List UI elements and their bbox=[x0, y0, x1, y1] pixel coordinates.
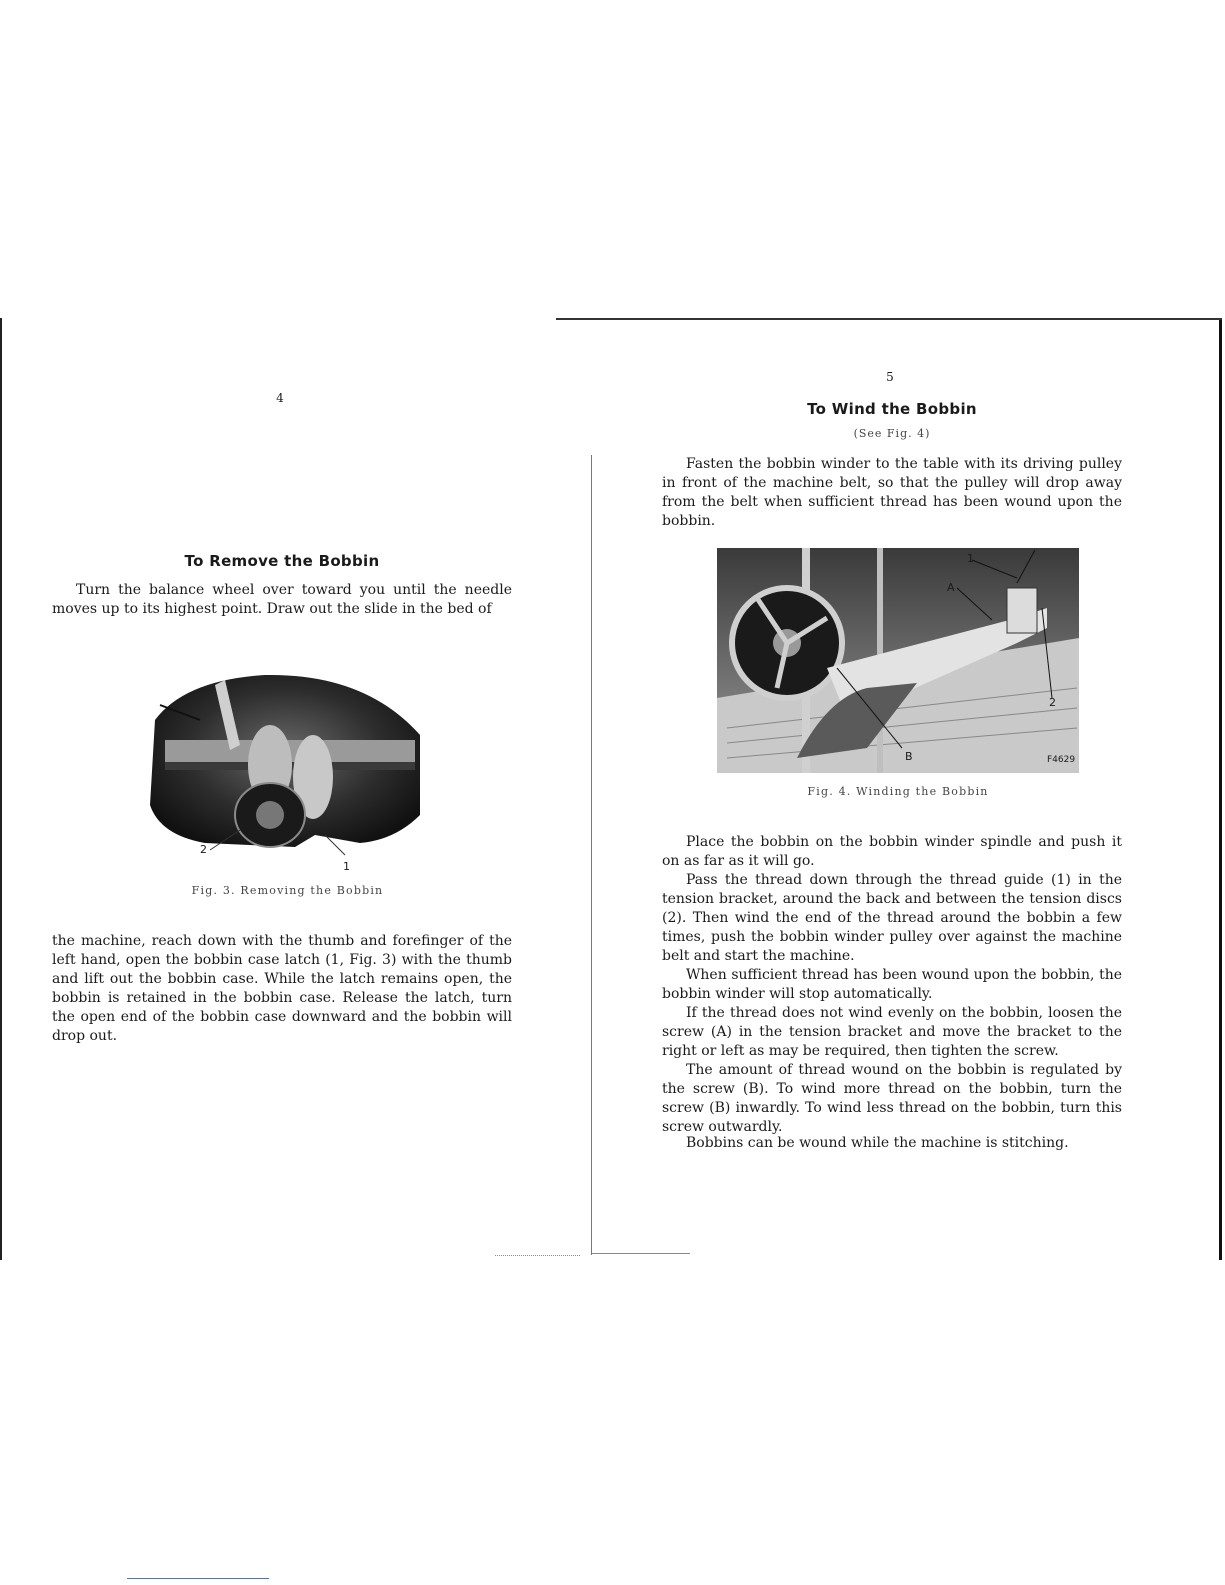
subheading-see-fig-4: (See Fig. 4) bbox=[853, 427, 931, 440]
figure-3-callout-2: 2 bbox=[200, 843, 207, 856]
paragraph-wind-3: When sufficient thread has been wound upon the bobbin, the bobbin winder will stop automatically. bbox=[662, 967, 1122, 1002]
left-page-edge bbox=[0, 318, 2, 1260]
heading-wind-bobbin: To Wind the Bobbin bbox=[807, 400, 977, 418]
figure-3-illustration bbox=[145, 665, 430, 875]
figure-3-removing-bobbin bbox=[145, 665, 430, 875]
right-page-edge bbox=[1219, 318, 1222, 1260]
figure-4-callout-1: 1 bbox=[967, 552, 974, 565]
figure-3-callout-1: 1 bbox=[343, 860, 350, 873]
paragraph-wind-4: If the thread does not wind evenly on the bobbin, loosen the screw (A) in the tension bracket and move the bracket to the right or left as may be required, then tighten the screw. bbox=[662, 1005, 1122, 1059]
figure-4-illustration bbox=[717, 548, 1079, 773]
figure-4-plate-number: F4629 bbox=[1047, 755, 1076, 765]
paragraph-wind-2: Pass the thread down through the thread guide (1) in the tension bracket, around the back and between the tension discs (2). Then wind the end of the thread around the bobbin a few times, push the bobbin winder pulley over against the machine belt and start the machine. bbox=[662, 872, 1122, 964]
figure-4-caption: Fig. 4. Winding the Bobbin bbox=[807, 785, 989, 798]
figure-3-caption: Fig. 3. Removing the Bobbin bbox=[191, 884, 384, 897]
paragraph-remove-2: the machine, reach down with the thumb and forefinger of the left hand, open the bobbin case latch (1, Fig. 3) with the thumb and lift out the bobbin case. While the latch remains open, the bobbin is retained in the bobbin case. Release the latch, turn the open end of the bobbin case downward and the bobbin will drop out. bbox=[52, 933, 512, 1044]
paragraph-remove-1: Turn the balance wheel over toward you until the needle moves up to its highest point. Draw out the slide in the bed of bbox=[52, 582, 512, 617]
heading-remove-bobbin: To Remove the Bobbin bbox=[184, 552, 380, 570]
top-page-edge bbox=[556, 318, 1222, 320]
scan-artifact bbox=[495, 1255, 580, 1258]
footer-link-underline[interactable] bbox=[127, 1578, 269, 1579]
figure-4-callout-b: B bbox=[905, 750, 913, 763]
gutter-line bbox=[591, 455, 592, 1255]
figure-4-callout-2: 2 bbox=[1049, 696, 1056, 709]
page-number-left: 4 bbox=[276, 391, 284, 405]
bottom-page-edge bbox=[592, 1253, 690, 1254]
figure-4-callout-a: A bbox=[947, 581, 955, 594]
paragraph-wind-6: Bobbins can be wound while the machine is stitching. bbox=[686, 1135, 1069, 1151]
paragraph-wind-5: The amount of thread wound on the bobbin is regulated by the screw (B). To wind more thread on the bobbin, turn the screw (B) inwardly. To wind less thread on the bobbin, turn this screw outwardly. bbox=[662, 1062, 1122, 1135]
figure-4-winding-bobbin bbox=[717, 548, 1079, 773]
paragraph-wind-1: Place the bobbin on the bobbin winder spindle and push it on as far as it will go. bbox=[662, 834, 1122, 869]
page-number-right: 5 bbox=[886, 370, 894, 384]
paragraph-wind-intro: Fasten the bobbin winder to the table with its driving pulley in front of the machine belt, so that the pulley will drop away from the belt when sufficient thread has been wound upon the bobbin. bbox=[662, 456, 1122, 529]
